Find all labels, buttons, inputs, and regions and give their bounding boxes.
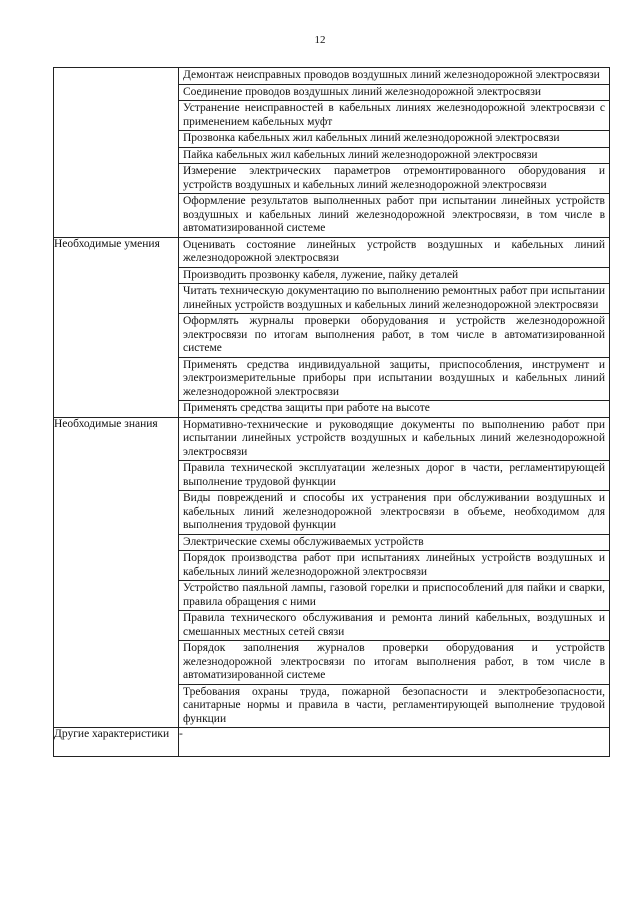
row-items — [179, 417, 610, 728]
list-item: Производить прозвонку кабеля, лужение, пайку деталей — [179, 267, 609, 284]
table-row — [54, 237, 610, 417]
table-row-other — [54, 728, 610, 757]
list-item: Нормативно-технические и руководящие документы по выполнению работ при испытании линейных устройств воздушных и кабельных линий железнодорожной электросвязи — [183, 418, 605, 458]
list-item: Применять средства индивидуальной защиты, приспособления, инструмент и электроизмерительные приборы при испытании воздушных и кабельных линий железнодорожной электросвязи — [179, 357, 609, 401]
characteristics-table — [53, 67, 610, 757]
list-item: Пайка кабельных жил кабельных линий железнодорожной электросвязи — [179, 147, 609, 164]
list-item: Правила технической эксплуатации железных дорог в части, регламентирующей выполнение трудовой функции — [179, 460, 609, 490]
list-item: Требования охраны труда, пожарной безопасности и электробезопасности, санитарные нормы и правила в части, регламентирующей выполнение трудовой функции — [179, 684, 609, 728]
other-label: Другие характеристики — [54, 728, 179, 757]
row-label — [54, 68, 179, 238]
row-label: Необходимые знания — [54, 417, 179, 728]
list-item: Оценивать состояние линейных устройств воздушных и кабельных линий железнодорожной электросвязи — [183, 238, 605, 264]
table-row — [54, 68, 610, 238]
table-row — [54, 417, 610, 728]
list-item: Демонтаж неисправных проводов воздушных линий железнодорожной электросвязи — [183, 69, 600, 81]
list-item: Устройство паяльной лампы, газовой горелки и приспособлений для пайки и сварки, правила обращения с ними — [179, 580, 609, 610]
list-item: Порядок заполнения журналов проверки оборудования и устройств железнодорожной электросвязи по итогам выполнения работ, в том числе в автоматизированной системе — [179, 640, 609, 684]
list-item: Измерение электрических параметров отремонтированного оборудования и устройств воздушных и кабельных линий железнодорожной электросвязи — [179, 163, 609, 193]
list-item: Правила технического обслуживания и ремонта линий кабельных, воздушных и смешанных местных сетей связи — [179, 610, 609, 640]
list-item: Читать техническую документацию по выполнению ремонтных работ при испытании линейных устройств воздушных и кабельных линий железнодорожной электросвязи — [179, 283, 609, 313]
list-item: Порядок производства работ при испытаниях линейных устройств воздушных и кабельных линий железнодорожной электросвязи — [179, 550, 609, 580]
list-item: Оформлять журналы проверки оборудования и устройств железнодорожной электросвязи по итогам выполнения работ, в том числе в автоматизированной системе — [179, 313, 609, 357]
row-items — [179, 237, 610, 417]
list-item: Прозвонка кабельных жил кабельных линий железнодорожной электросвязи — [179, 130, 609, 147]
table-body — [54, 68, 610, 757]
list-item: Виды повреждений и способы их устранения при обслуживании воздушных и кабельных линий железнодорожной электросвязи в объеме, необходимом для выполнения трудовой функции — [179, 490, 609, 534]
row-items — [179, 68, 610, 238]
list-item: Соединение проводов воздушных линий железнодорожной электросвязи — [179, 84, 609, 101]
other-value: - — [179, 728, 610, 757]
row-label: Необходимые умения — [54, 237, 179, 417]
page-number: 12 — [314, 34, 326, 46]
list-item: Электрические схемы обслуживаемых устройств — [179, 534, 609, 551]
list-item: Оформление результатов выполненных работ при испытании линейных устройств воздушных и кабельных линий железнодорожной электросвязи, в том числе в автоматизированной системе — [179, 193, 609, 237]
list-item: Устранение неисправностей в кабельных линиях железнодорожной электросвязи с применением кабельных муфт — [179, 100, 609, 130]
list-item: Применять средства защиты при работе на высоте — [179, 400, 609, 417]
